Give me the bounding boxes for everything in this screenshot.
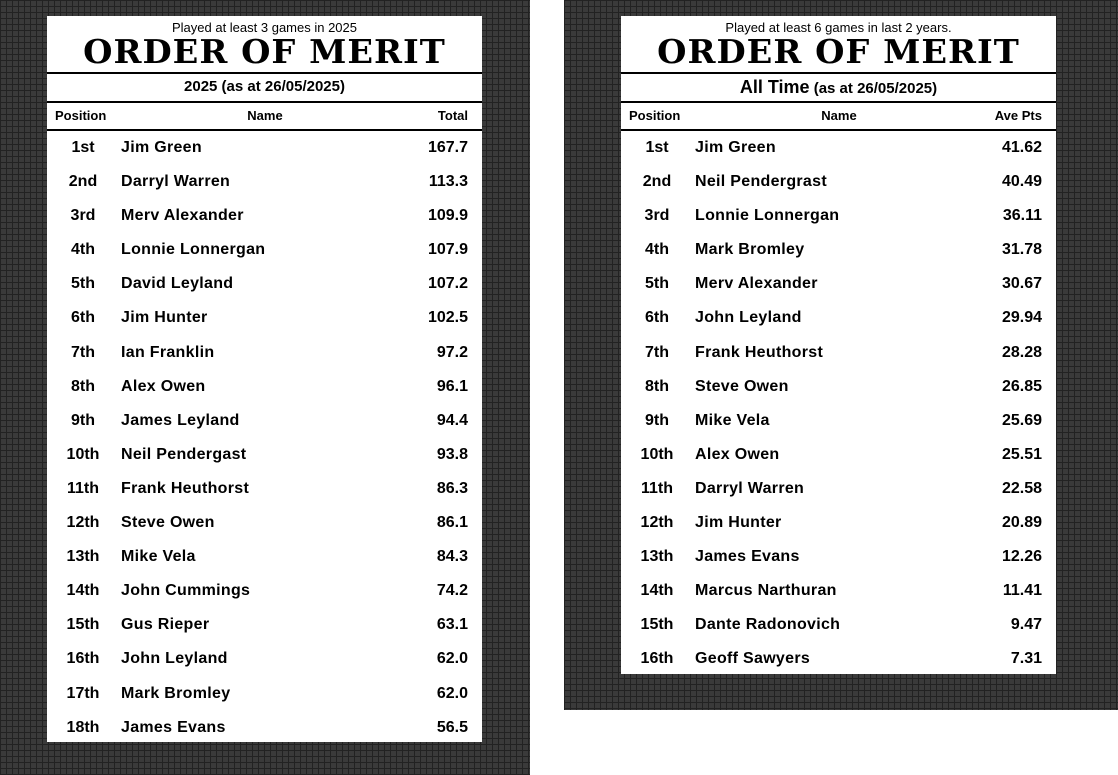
position-cell: 4th bbox=[71, 241, 95, 259]
header-name: Name bbox=[247, 108, 283, 123]
panel-title: ORDER OF MERIT bbox=[83, 32, 446, 71]
player-name-cell: Mark Bromley bbox=[121, 684, 231, 702]
player-name-cell: Jim Hunter bbox=[121, 309, 208, 327]
player-name-cell: Frank Heuthorst bbox=[695, 343, 824, 361]
header-average-points: Ave Pts bbox=[994, 108, 1042, 123]
position-cell: 12th bbox=[66, 514, 100, 532]
player-name-cell: Dante Radonovich bbox=[695, 616, 841, 634]
score-cell: 7.31 bbox=[1010, 650, 1042, 668]
table-row bbox=[47, 439, 482, 473]
table-row bbox=[47, 337, 482, 371]
table-row bbox=[47, 575, 482, 609]
position-cell: 10th bbox=[66, 445, 100, 463]
standings-list bbox=[621, 132, 1056, 678]
position-cell: 15th bbox=[66, 616, 100, 634]
player-name-cell: Ian Franklin bbox=[121, 343, 215, 361]
table-row bbox=[621, 507, 1056, 541]
player-name-cell: Gus Rieper bbox=[121, 616, 210, 634]
table-row bbox=[621, 473, 1056, 507]
table-row bbox=[621, 200, 1056, 234]
score-cell: 41.62 bbox=[1001, 139, 1042, 156]
player-name-cell: John Leyland bbox=[121, 650, 228, 668]
header-total: Total bbox=[437, 108, 468, 123]
score-cell: 56.5 bbox=[436, 718, 468, 736]
divider bbox=[621, 129, 1056, 131]
divider bbox=[47, 101, 482, 103]
position-cell: 7th bbox=[71, 343, 95, 361]
table-row bbox=[47, 405, 482, 439]
header-position: Position bbox=[629, 108, 681, 123]
player-name-cell: James Leyland bbox=[121, 411, 240, 429]
table-row bbox=[621, 337, 1056, 371]
player-name-cell: David Leyland bbox=[121, 275, 234, 293]
score-cell: 109.9 bbox=[427, 207, 468, 225]
position-cell: 15th bbox=[640, 616, 674, 634]
season-label: 2025 (as at 26/05/2025) bbox=[184, 78, 345, 95]
score-cell: 167.7 bbox=[427, 139, 468, 156]
score-cell: 84.3 bbox=[436, 548, 468, 566]
position-cell: 2nd bbox=[642, 173, 672, 191]
table-row bbox=[47, 712, 482, 746]
player-name-cell: Jim Green bbox=[121, 139, 202, 156]
score-cell: 62.0 bbox=[436, 684, 468, 702]
season-label-main: All Time bbox=[739, 77, 810, 97]
eligibility-note: Played at least 6 games in last 2 years. bbox=[725, 20, 952, 35]
player-name-cell: Mark Bromley bbox=[695, 241, 805, 259]
score-cell: 97.2 bbox=[436, 343, 468, 361]
position-cell: 17th bbox=[66, 684, 100, 702]
divider bbox=[47, 129, 482, 131]
player-name-cell: Steve Owen bbox=[121, 514, 215, 532]
score-cell: 20.89 bbox=[1001, 514, 1042, 532]
position-cell: 11th bbox=[640, 479, 673, 497]
divider bbox=[47, 72, 482, 74]
score-cell: 102.5 bbox=[427, 309, 468, 327]
player-name-cell: John Leyland bbox=[695, 309, 802, 327]
score-cell: 36.11 bbox=[1002, 207, 1042, 225]
position-cell: 5th bbox=[71, 275, 95, 293]
season-label bbox=[621, 76, 1056, 100]
position-cell: 11th bbox=[66, 479, 99, 497]
position-cell: 8th bbox=[645, 377, 669, 395]
score-cell: 63.1 bbox=[436, 616, 468, 634]
position-cell: 14th bbox=[66, 582, 100, 600]
table-row bbox=[621, 371, 1056, 405]
eligibility-note: Played at least 3 games in 2025 bbox=[171, 20, 357, 35]
table-row bbox=[621, 302, 1056, 336]
table-row bbox=[621, 132, 1056, 166]
score-cell: 86.1 bbox=[436, 514, 468, 532]
table-row bbox=[47, 200, 482, 234]
table-row bbox=[621, 575, 1056, 609]
player-name-cell: Lonnie Lonnergan bbox=[695, 207, 840, 225]
table-row bbox=[621, 439, 1056, 473]
position-cell: 4th bbox=[645, 241, 669, 259]
player-name-cell: Neil Pendergrast bbox=[695, 173, 827, 191]
score-cell: 40.49 bbox=[1001, 173, 1042, 191]
score-cell: 113.3 bbox=[428, 173, 468, 191]
player-name-cell: Darryl Warren bbox=[121, 173, 231, 191]
position-cell: 18th bbox=[66, 718, 100, 736]
table-row bbox=[47, 371, 482, 405]
table-row bbox=[47, 678, 482, 712]
table-row bbox=[47, 541, 482, 575]
position-cell: 7th bbox=[645, 343, 669, 361]
position-cell: 3rd bbox=[644, 207, 670, 225]
table-row bbox=[47, 473, 482, 507]
player-name-cell: Marcus Narthuran bbox=[695, 582, 837, 600]
player-name-cell: Geoff Sawyers bbox=[695, 650, 811, 668]
table-row bbox=[621, 234, 1056, 268]
position-cell: 9th bbox=[645, 411, 669, 429]
player-name-cell: Alex Owen bbox=[121, 377, 206, 395]
table-row bbox=[47, 507, 482, 541]
position-cell: 9th bbox=[71, 411, 95, 429]
position-cell: 14th bbox=[640, 582, 674, 600]
season-label-date: (as at 26/05/2025) bbox=[809, 80, 938, 97]
divider bbox=[621, 101, 1056, 103]
player-name-cell: James Evans bbox=[695, 548, 800, 566]
table-row bbox=[621, 268, 1056, 302]
score-cell: 93.8 bbox=[436, 445, 468, 463]
player-name-cell: Neil Pendergast bbox=[121, 445, 247, 463]
table-row bbox=[621, 541, 1056, 575]
table-row bbox=[47, 166, 482, 200]
position-cell: 2nd bbox=[68, 173, 98, 191]
score-cell: 9.47 bbox=[1010, 616, 1042, 634]
position-cell: 13th bbox=[640, 548, 674, 566]
position-cell: 16th bbox=[66, 650, 100, 668]
score-cell: 74.2 bbox=[436, 582, 468, 600]
header-position: Position bbox=[55, 108, 107, 123]
score-cell: 25.51 bbox=[1001, 445, 1042, 463]
position-cell: 13th bbox=[66, 548, 100, 566]
player-name-cell: Merv Alexander bbox=[695, 275, 818, 293]
player-name-cell: Jim Green bbox=[695, 139, 776, 156]
score-cell: 31.78 bbox=[1001, 241, 1042, 259]
order-of-merit-2025-panel bbox=[47, 16, 482, 742]
player-name-cell: Jim Hunter bbox=[695, 514, 782, 532]
position-cell: 3rd bbox=[70, 207, 96, 225]
player-name-cell: Darryl Warren bbox=[695, 479, 805, 497]
position-cell: 16th bbox=[640, 650, 674, 668]
score-cell: 107.9 bbox=[427, 241, 468, 259]
table-row bbox=[47, 643, 482, 677]
table-row bbox=[47, 234, 482, 268]
table-row bbox=[47, 302, 482, 336]
score-cell: 25.69 bbox=[1001, 411, 1042, 429]
table-row bbox=[621, 405, 1056, 439]
score-cell: 12.26 bbox=[1001, 548, 1042, 566]
header-name: Name bbox=[821, 108, 857, 123]
player-name-cell: Frank Heuthorst bbox=[121, 479, 250, 497]
player-name-cell: Alex Owen bbox=[695, 445, 780, 463]
player-name-cell: Mike Vela bbox=[121, 548, 196, 566]
score-cell: 107.2 bbox=[427, 275, 468, 293]
table-row bbox=[47, 268, 482, 302]
score-cell: 62.0 bbox=[436, 650, 468, 668]
player-name-cell: Steve Owen bbox=[695, 377, 789, 395]
score-cell: 22.58 bbox=[1001, 479, 1042, 497]
score-cell: 30.67 bbox=[1001, 275, 1042, 293]
table-row bbox=[621, 643, 1056, 677]
table-row bbox=[47, 609, 482, 643]
player-name-cell: Merv Alexander bbox=[121, 207, 244, 225]
position-cell: 1st bbox=[71, 139, 95, 156]
score-cell: 96.1 bbox=[436, 377, 468, 395]
order-of-merit-all-time-panel bbox=[621, 16, 1056, 674]
position-cell: 6th bbox=[71, 309, 95, 327]
score-cell: 11.41 bbox=[1002, 582, 1042, 600]
position-cell: 1st bbox=[645, 139, 669, 156]
position-cell: 8th bbox=[71, 377, 95, 395]
score-cell: 28.28 bbox=[1001, 343, 1042, 361]
position-cell: 12th bbox=[640, 514, 674, 532]
score-cell: 26.85 bbox=[1001, 377, 1042, 395]
panel-title: ORDER OF MERIT bbox=[657, 32, 1020, 71]
player-name-cell: John Cummings bbox=[121, 582, 251, 600]
position-cell: 10th bbox=[640, 445, 674, 463]
table-row bbox=[47, 132, 482, 166]
player-name-cell: James Evans bbox=[121, 718, 226, 736]
score-cell: 29.94 bbox=[1001, 309, 1042, 327]
player-name-cell: Mike Vela bbox=[695, 411, 770, 429]
table-row bbox=[621, 609, 1056, 643]
position-cell: 6th bbox=[645, 309, 669, 327]
table-row bbox=[621, 166, 1056, 200]
score-cell: 94.4 bbox=[436, 411, 468, 429]
score-cell: 86.3 bbox=[436, 479, 468, 497]
position-cell: 5th bbox=[645, 275, 669, 293]
divider bbox=[621, 72, 1056, 74]
player-name-cell: Lonnie Lonnergan bbox=[121, 241, 266, 259]
standings-list bbox=[47, 132, 482, 746]
